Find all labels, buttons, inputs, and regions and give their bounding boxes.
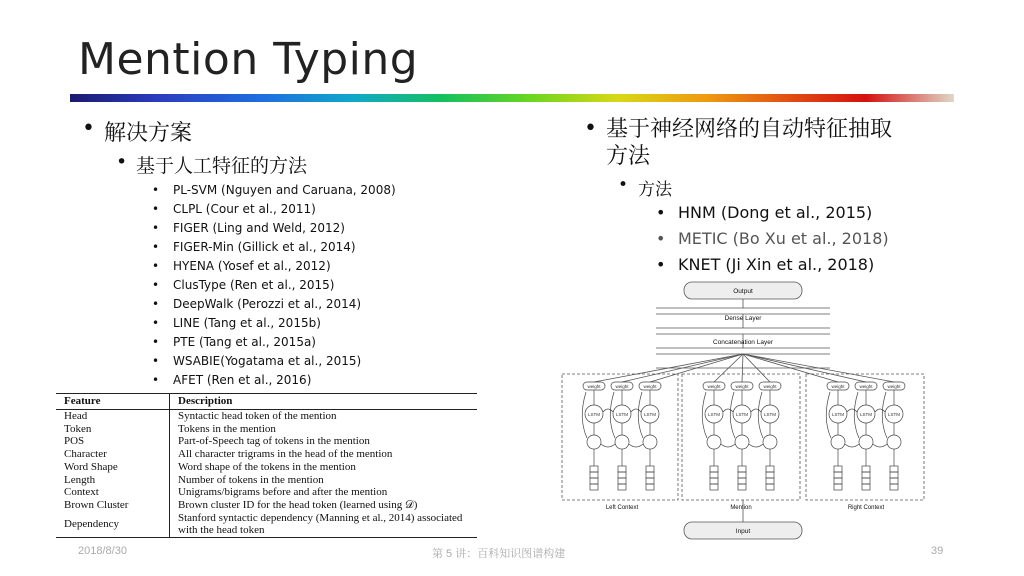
attention-node-label: weight xyxy=(887,384,901,389)
embedding-cell xyxy=(766,466,774,472)
footer-date: 2018/8/30 xyxy=(78,545,127,557)
embedding-cell xyxy=(862,478,870,484)
embedding-cell xyxy=(618,472,626,478)
embedding-cell xyxy=(590,478,598,484)
list-item: • PTE (Tang et al., 2015a) xyxy=(152,335,316,349)
hidden-node xyxy=(615,435,629,449)
table-row: Word Shape Word shape of the tokens in the mention xyxy=(56,461,477,474)
embedding-cell xyxy=(738,466,746,472)
table-row: Length Number of tokens in the mention xyxy=(56,474,477,487)
dense-label: Dense Layer xyxy=(724,315,762,322)
bullet-icon: • xyxy=(618,175,629,195)
lstm-node-label: LSTM xyxy=(763,412,777,417)
bullet-icon: • xyxy=(116,151,128,173)
left-heading-text: 解决方案 xyxy=(104,121,193,146)
embedding-cell xyxy=(834,472,842,478)
attention-node-label: weight xyxy=(587,384,601,389)
embedding-cell xyxy=(862,472,870,478)
lstm-node-label: LSTM xyxy=(615,412,629,417)
left-subheading xyxy=(116,151,307,178)
embedding-cell xyxy=(590,466,598,472)
embedding-cell xyxy=(646,466,654,472)
column-header: Feature xyxy=(56,394,170,410)
embedding-cell xyxy=(738,472,746,478)
right-heading-line2: 方法 xyxy=(606,144,651,169)
hidden-node xyxy=(587,435,601,449)
list-item: • FIGER (Ling and Weld, 2012) xyxy=(152,221,345,235)
hidden-node xyxy=(887,435,901,449)
hidden-node xyxy=(763,435,777,449)
attention-node-label: weight xyxy=(859,384,873,389)
table-row: Character All character trigrams in the head of the mention xyxy=(56,448,477,461)
bullet-icon: • xyxy=(584,116,597,141)
embedding-cell xyxy=(862,466,870,472)
neural-architecture-diagram xyxy=(552,278,962,542)
hidden-node xyxy=(859,435,873,449)
list-item: • KNET (Ji Xin et al., 2018) xyxy=(656,255,875,274)
attention-node-label: weight xyxy=(763,384,777,389)
embedding-cell xyxy=(738,478,746,484)
lstm-node-label: LSTM xyxy=(859,412,873,417)
column-header: Description xyxy=(170,394,478,410)
list-item: • LINE (Tang et al., 2015b) xyxy=(152,316,321,330)
right-subheading xyxy=(618,175,672,200)
mention-label: Mention xyxy=(730,505,752,511)
lstm-node-label: LSTM xyxy=(707,412,721,417)
embedding-cell xyxy=(890,484,898,490)
embedding-cell xyxy=(710,484,718,490)
embedding-cell xyxy=(590,484,598,490)
right-heading-line1: 基于神经网络的自动特征抽取 xyxy=(606,117,893,142)
input-label: Input xyxy=(735,528,751,535)
embedding-cell xyxy=(710,478,718,484)
embedding-cell xyxy=(862,484,870,490)
embedding-cell xyxy=(710,466,718,472)
right-heading xyxy=(584,116,964,170)
table-row: Head Syntactic head token of the mention xyxy=(56,410,477,423)
title-rainbow-bar xyxy=(70,94,954,102)
list-item: • AFET (Ren et al., 2016) xyxy=(152,373,312,387)
table-row: Context Unigrams/bigrams before and after the mention xyxy=(56,486,477,499)
attention-node-label: weight xyxy=(643,384,657,389)
right-context-label: Right Context xyxy=(847,505,885,511)
hidden-node xyxy=(643,435,657,449)
embedding-cell xyxy=(834,478,842,484)
embedding-cell xyxy=(766,478,774,484)
embedding-cell xyxy=(618,478,626,484)
embedding-cell xyxy=(646,472,654,478)
output-label: Output xyxy=(733,288,753,295)
attention-node-label: weight xyxy=(707,384,721,389)
table-row: Token Tokens in the mention xyxy=(56,423,477,436)
table-row: Dependency Stanford syntactic dependency (Manning et al., 2014) associated with the head token xyxy=(56,512,477,538)
hidden-node xyxy=(735,435,749,449)
list-item: • PL-SVM (Nguyen and Caruana, 2008) xyxy=(152,183,396,197)
embedding-cell xyxy=(646,484,654,490)
embedding-cell xyxy=(890,466,898,472)
list-item: • CLPL (Cour et al., 2011) xyxy=(152,202,316,216)
table-header-row xyxy=(56,394,477,410)
hidden-node xyxy=(707,435,721,449)
list-item: • DeepWalk (Perozzi et al., 2014) xyxy=(152,297,362,311)
embedding-cell xyxy=(710,472,718,478)
embedding-cell xyxy=(766,472,774,478)
list-item: • WSABIE(Yogatama et al., 2015) xyxy=(152,354,362,368)
embedding-cell xyxy=(646,478,654,484)
footer-lecture-title: 第 5 讲：百科知识图谱构建 xyxy=(432,548,566,560)
list-item: • METIC (Bo Xu et al., 2018) xyxy=(656,229,889,248)
list-item: • HYENA (Yosef et al., 2012) xyxy=(152,259,331,273)
embedding-cell xyxy=(738,484,746,490)
table-row: POS Part-of-Speech tag of tokens in the mention xyxy=(56,435,477,448)
slide-title: Mention Typing xyxy=(78,34,419,85)
hidden-node xyxy=(831,435,845,449)
embedding-cell xyxy=(618,466,626,472)
list-item: • FIGER-Min (Gillick et al., 2014) xyxy=(152,240,356,254)
list-item: • HNM (Dong et al., 2015) xyxy=(656,203,873,222)
embedding-cell xyxy=(890,478,898,484)
lstm-node-label: LSTM xyxy=(735,412,749,417)
attention-node-label: weight xyxy=(735,384,749,389)
bullet-icon: • xyxy=(82,116,95,141)
embedding-cell xyxy=(766,484,774,490)
embedding-cell xyxy=(834,466,842,472)
left-subheading-text: 基于人工特征的方法 xyxy=(136,155,308,177)
attention-node-label: weight xyxy=(831,384,845,389)
embedding-cell xyxy=(834,484,842,490)
embedding-cell xyxy=(590,472,598,478)
embedding-cell xyxy=(618,484,626,490)
lstm-node-label: LSTM xyxy=(643,412,657,417)
attention-node-label: weight xyxy=(615,384,629,389)
left-context-label: Left Context xyxy=(605,505,639,511)
list-item: • ClusType (Ren et al., 2015) xyxy=(152,278,335,292)
embedding-cell xyxy=(890,472,898,478)
lstm-node-label: LSTM xyxy=(887,412,901,417)
concat-label: Concatenation Layer xyxy=(713,339,773,346)
lstm-node-label: LSTM xyxy=(587,412,601,417)
right-subheading-text: 方法 xyxy=(638,180,672,200)
footer-page-number: 39 xyxy=(931,545,944,557)
table-row: Brown Cluster Brown cluster ID for the head token (learned using 𝒟) xyxy=(56,499,477,512)
feature-table xyxy=(56,393,477,537)
left-heading xyxy=(82,116,192,147)
lstm-node-label: LSTM xyxy=(831,412,845,417)
